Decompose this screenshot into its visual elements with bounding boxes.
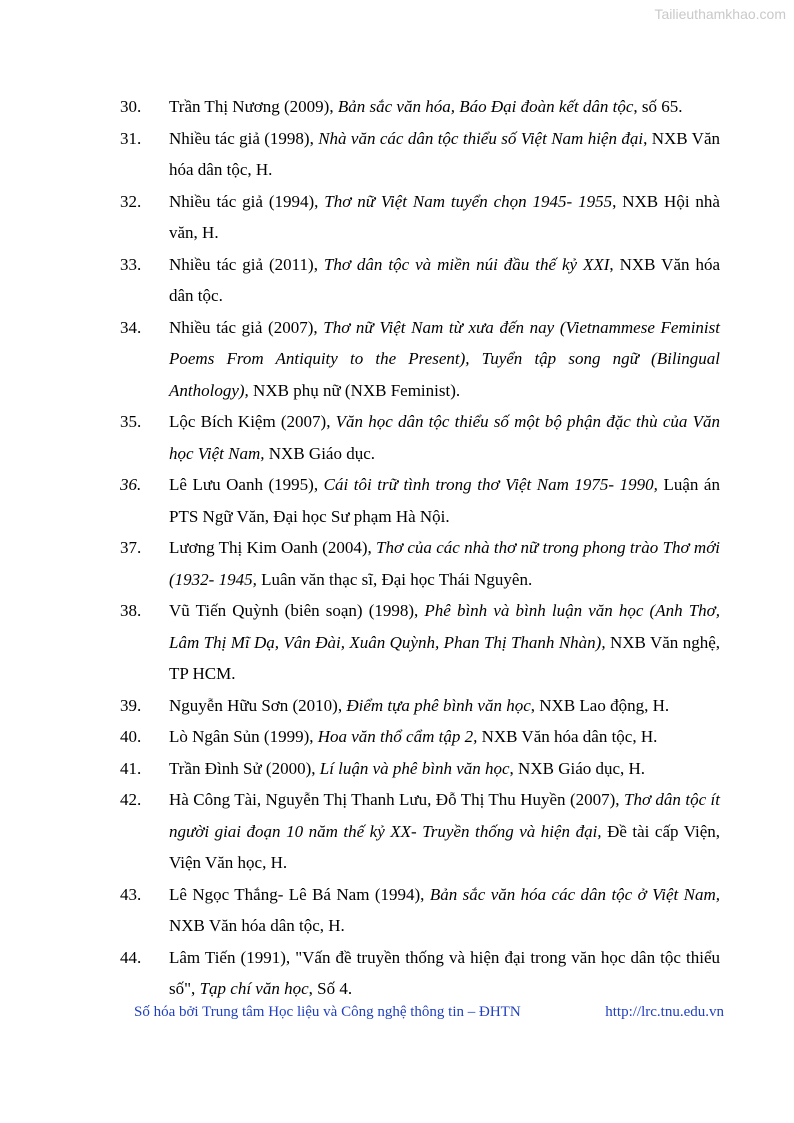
reference-number: 31. [120, 128, 142, 148]
reference-segment: Lộc Bích Kiệm (2007), [169, 412, 336, 431]
reference-number: 43. [120, 884, 142, 904]
reference-segment: , số 65. [633, 97, 683, 116]
reference-title: Cái tôi trữ tình trong thơ Việt Nam 1975- 1990, [323, 475, 658, 494]
reference-item [120, 690, 720, 722]
reference-text [169, 942, 720, 1005]
reference-title: Thơ dân tộc và miền núi đầu thế kỷ XXI [323, 254, 610, 274]
reference-text [169, 469, 720, 532]
reference-item [120, 721, 720, 753]
reference-number: 33. [120, 254, 142, 274]
reference-segment: NXB phụ nữ (NXB Feminist). [248, 380, 461, 400]
reference-text [169, 595, 720, 690]
reference-number: 40. [120, 727, 142, 746]
reference-segment: Lâm Tiến (1991), "Vấn đề truyền thống và hiện đại trong văn học dân tộc thiểu số", [169, 947, 720, 998]
reference-segment: Trần Đình Sử (2000), [169, 758, 320, 778]
reference-segment: , NXB Lao động, H. [530, 695, 670, 715]
reference-title: Văn học dân tộc thiểu số một bộ phận đặc thù của Văn học Việt Nam, [169, 412, 720, 463]
reference-title: Lí luận và phê bình văn học [319, 758, 510, 778]
reference-number: 37. [120, 538, 142, 557]
reference-text [169, 249, 720, 312]
reference-segment: Đề tài cấp Viện, Viện Văn học, H. [169, 821, 720, 872]
reference-item [120, 249, 720, 312]
reference-segment: Luận án PTS Ngữ Văn, Đại học Sư phạm Hà Nội. [169, 475, 720, 526]
reference-item [120, 91, 720, 123]
reference-text [169, 312, 720, 407]
reference-segment: NXB Văn nghệ, TP HCM. [169, 632, 720, 683]
reference-number: 36. [120, 475, 142, 494]
reference-item [120, 879, 720, 942]
reference-text [169, 784, 720, 879]
reference-number: 32. [120, 191, 142, 211]
reference-title: Hoa văn thổ cẩm tập 2, [317, 727, 478, 746]
reference-item [120, 406, 720, 469]
reference-number: 41. [120, 758, 142, 778]
reference-segment: , NXB Văn hóa dân tộc. [169, 254, 720, 305]
reference-segment: Lê Ngọc Thắng- Lê Bá Nam (1994), [169, 884, 430, 904]
reference-text [169, 532, 720, 595]
footer-digitized-by: Số hóa bởi Trung tâm Học liệu và Công nghệ thông tin – ĐHTN [134, 1004, 521, 1020]
reference-text [169, 879, 720, 942]
reference-title: Điểm tựa phê bình văn học [346, 695, 531, 715]
reference-item [120, 312, 720, 407]
reference-item [120, 942, 720, 1005]
reference-item [120, 186, 720, 249]
reference-item [120, 753, 720, 785]
reference-segment: Lò Ngân Sủn (1999), [169, 727, 318, 746]
reference-segment: Lê Lưu Oanh (1995), [169, 475, 324, 494]
reference-segment: Vũ Tiến Quỳnh (biên soạn) (1998), [169, 601, 425, 620]
reference-segment: , NXB Văn hóa dân tộc, H. [169, 128, 720, 179]
reference-segment: NXB Văn hóa dân tộc, H. [477, 727, 658, 746]
reference-text [169, 123, 720, 186]
reference-number: 44. [120, 947, 142, 967]
page-footer [134, 1004, 724, 1021]
reference-number: 34. [120, 317, 142, 337]
reference-segment: NXB Văn hóa dân tộc, H. [169, 916, 345, 935]
reference-number: 42. [120, 790, 142, 809]
reference-text [169, 721, 720, 753]
reference-segment: Luân văn thạc sĩ, Đại học Thái Nguyên. [256, 569, 533, 589]
reference-title: Bản sắc văn hóa, Báo Đại đoàn kết dân tộc [337, 97, 634, 116]
reference-segment: , NXB Hội nhà văn, H. [169, 191, 720, 242]
reference-segment: , Số 4. [308, 979, 353, 998]
reference-item [120, 532, 720, 595]
reference-title: Nhà văn các dân tộc thiểu số Việt Nam hiện đại [318, 128, 644, 148]
watermark-text: Tailieuthamkhao.com [654, 6, 786, 22]
reference-number: 35. [120, 412, 142, 431]
reference-title: Thơ nữ Việt Nam từ xưa đến nay (Vietnammese Feminist Poems From Antiquity to the Present), Tuyển tập song ngữ (Bilingual Anthology), [169, 317, 720, 400]
reference-title: Tạp chí văn học [199, 979, 309, 998]
reference-segment: Nhiều tác giả (2011), [169, 254, 324, 274]
reference-segment: Hà Công Tài, Nguyễn Thị Thanh Lưu, Đỗ Thị Thu Huyền (2007), [169, 790, 624, 809]
reference-segment: Trần Thị Nương (2009), [169, 97, 338, 116]
reference-title: Phê bình và bình luận văn học (Anh Thơ, Lâm Thị Mĩ Dạ, Vân Đài, Xuân Quỳnh, Phan Thị Thanh Nhàn), [169, 601, 720, 652]
reference-text [169, 406, 720, 469]
reference-title: Thơ của các nhà thơ nữ trong phong trào Thơ mới (1932- 1945, [169, 538, 720, 589]
reference-number: 30. [120, 97, 142, 116]
reference-title: Thơ nữ Việt Nam tuyển chọn 1945- 1955 [324, 191, 613, 211]
footer-url-link[interactable]: http://lrc.tnu.edu.vn [605, 1004, 724, 1020]
reference-text [169, 186, 720, 249]
reference-segment: Nhiều tác giả (1998), [169, 128, 319, 148]
reference-title: Thơ dân tộc ít người giai đoạn 10 năm thế kỷ XX- Truyền thống và hiện đại, [169, 790, 720, 841]
reference-segment: Lương Thị Kim Oanh (2004), [169, 538, 377, 557]
reference-number: 39. [120, 695, 142, 715]
reference-segment: , NXB Giáo dục, H. [509, 758, 646, 778]
reference-segment: NXB Giáo dục. [264, 443, 376, 463]
reference-item [120, 469, 720, 532]
reference-segment: Nhiều tác giả (1994), [169, 191, 325, 211]
reference-item [120, 595, 720, 690]
reference-item [120, 784, 720, 879]
reference-text [169, 753, 720, 785]
reference-segment: Nhiều tác giả (2007), [169, 317, 324, 337]
reference-item [120, 123, 720, 186]
reference-text [169, 690, 720, 722]
reference-text [169, 91, 720, 123]
reference-number: 38. [120, 601, 142, 620]
reference-segment: Nguyễn Hữu Sơn (2010), [169, 695, 347, 715]
reference-list [120, 91, 720, 1005]
reference-title: Bản sắc văn hóa các dân tộc ở Việt Nam, [429, 884, 720, 904]
